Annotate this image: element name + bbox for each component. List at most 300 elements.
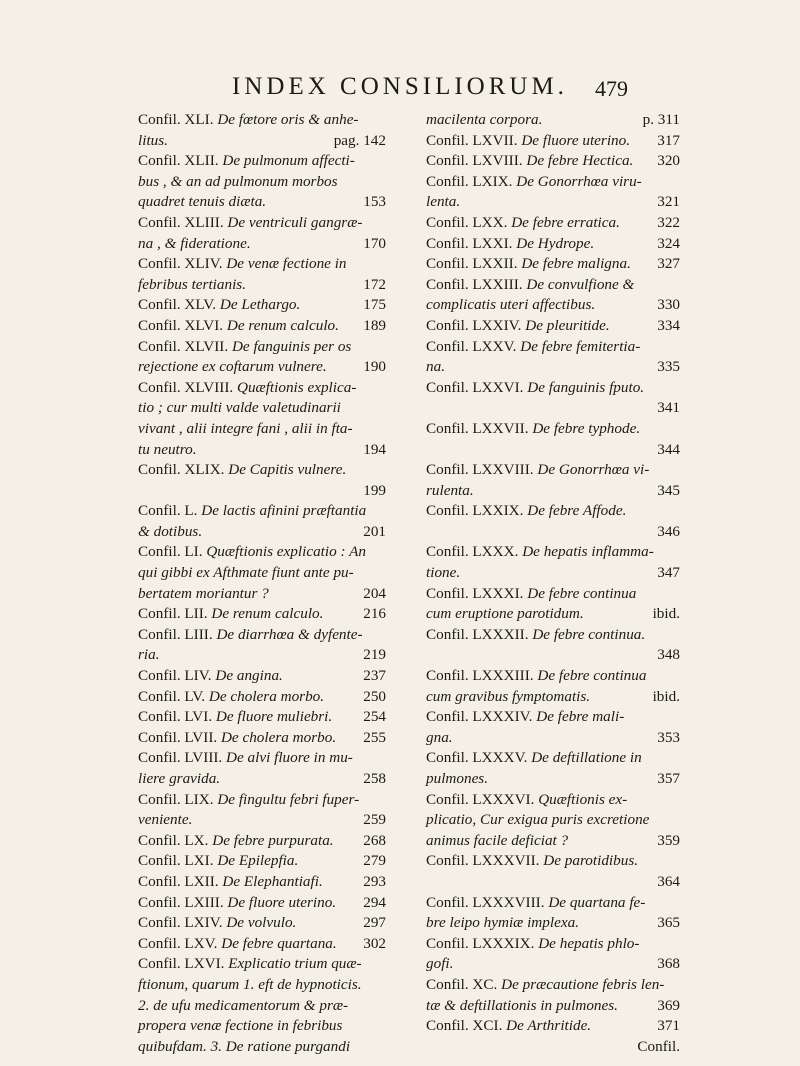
- entry-text: [138, 790, 359, 811]
- index-entry: [138, 542, 386, 604]
- index-entry: [426, 666, 680, 707]
- consilium-number: Confil. XLV.: [138, 296, 220, 314]
- entry-text: [138, 337, 351, 358]
- entry-text: [426, 563, 460, 584]
- entry-line: [138, 213, 386, 234]
- entry-line: [138, 625, 386, 646]
- consilium-number: Confil. XLVI.: [138, 316, 227, 334]
- entry-title: tu neutro.: [138, 440, 197, 458]
- page-reference: 237: [363, 667, 386, 685]
- page-reference: 359: [657, 831, 680, 849]
- entry-title: De febre Affode.: [527, 502, 627, 520]
- entry-title: quibufdam. 3. De ratione purgandi: [138, 1037, 351, 1055]
- entry-title: quadret tenuis diæta.: [138, 193, 267, 211]
- entry-title: & dotibus.: [138, 522, 203, 540]
- entry-title: gofi.: [426, 955, 454, 973]
- entry-line: [426, 213, 680, 234]
- entry-title: De quartana fe-: [548, 893, 646, 911]
- entry-text: [138, 501, 366, 522]
- page-reference: 344: [657, 440, 680, 458]
- entry-title: De Gonorrhœa viru-: [516, 172, 642, 190]
- entry-text: [426, 831, 568, 852]
- entry-title: De fanguinis fputo.: [527, 378, 645, 396]
- entry-title: De febre maligna.: [521, 255, 631, 273]
- page-reference: 153: [363, 193, 386, 211]
- index-entry: [426, 254, 680, 275]
- consilium-number: Confil. XLVII.: [138, 337, 232, 355]
- entry-title: De ventriculi gangræ-: [227, 213, 363, 231]
- entry-line: [426, 460, 680, 481]
- entry-title: De parotidibus.: [543, 852, 639, 870]
- page-reference: 369: [657, 996, 680, 1014]
- entry-text: [426, 893, 645, 914]
- entry-text: [138, 728, 336, 749]
- entry-line: [138, 707, 386, 728]
- entry-line: [426, 131, 680, 152]
- entry-text: [138, 666, 283, 687]
- entry-line: [138, 151, 386, 172]
- entry-line: [426, 666, 680, 687]
- entry-text: [426, 234, 594, 255]
- entry-text: [426, 913, 579, 934]
- consilium-number: Confil. LXXVIII.: [426, 461, 538, 479]
- entry-text: [138, 440, 197, 461]
- entry-text: [426, 584, 636, 605]
- entry-text: [426, 542, 654, 563]
- entry-line: [138, 748, 386, 769]
- entry-title: De febre Hectica.: [526, 152, 634, 170]
- entry-line: [138, 275, 386, 296]
- entry-text: [138, 954, 362, 975]
- entry-title: Quæftionis explicatio : An: [206, 543, 366, 561]
- entry-line: [138, 295, 386, 316]
- index-entry: [426, 893, 680, 934]
- consilium-number: Confil. LVII.: [138, 728, 221, 746]
- page-reference: 347: [657, 564, 680, 582]
- entry-title: De febre mali-: [536, 708, 625, 726]
- entry-text: [138, 769, 220, 790]
- entry-title: lenta.: [426, 193, 461, 211]
- entry-line: [426, 975, 680, 996]
- entry-line: [138, 110, 386, 131]
- page-reference: 204: [363, 584, 386, 602]
- entry-text: [138, 584, 269, 605]
- entry-text: [426, 357, 445, 378]
- entry-line: [138, 460, 386, 481]
- right-index-column: [426, 110, 680, 1057]
- entry-title: De fluore uterino.: [521, 131, 631, 149]
- entry-text: [426, 172, 642, 193]
- index-entry: [138, 790, 386, 831]
- entry-line: [426, 687, 680, 708]
- entry-text: [426, 666, 646, 687]
- entry-title: De diarrhœa & dyfente-: [216, 625, 363, 643]
- entry-line: [138, 357, 386, 378]
- consilium-number: Confil. LXXXIX.: [426, 934, 539, 952]
- entry-line: [426, 275, 680, 296]
- consilium-number: Confil. XLI.: [138, 111, 218, 128]
- entry-title: De febre continua: [537, 667, 647, 685]
- entry-title: bertatem moriantur ?: [138, 584, 269, 602]
- entry-text: [138, 975, 362, 996]
- entry-line: [426, 419, 680, 440]
- entry-line: [138, 604, 386, 625]
- entry-title: De Lethargo.: [219, 296, 301, 314]
- entry-line: [426, 378, 680, 399]
- entry-line: [138, 954, 386, 975]
- index-entry: [138, 748, 386, 789]
- page-reference: 258: [363, 770, 386, 787]
- entry-line: [138, 542, 386, 563]
- entry-line: [138, 1016, 386, 1037]
- entry-title: De fœtore oris & anhe-: [217, 111, 359, 128]
- entry-title: De Capitis vulnere.: [228, 461, 347, 479]
- entry-text: [138, 460, 346, 481]
- entry-text: [426, 275, 634, 296]
- page-reference: ibid.: [652, 605, 680, 623]
- entry-text: [138, 110, 359, 131]
- entry-text: [138, 234, 251, 255]
- entry-text: [138, 851, 298, 872]
- entry-line: [138, 790, 386, 811]
- entry-text: [426, 954, 453, 975]
- entry-title: De Arthritide.: [506, 1017, 592, 1035]
- entry-text: [138, 1037, 350, 1058]
- index-entry: [426, 707, 680, 748]
- consilium-number: Confil. LXXXVIII.: [426, 893, 549, 911]
- entry-text: [426, 707, 624, 728]
- consilium-number: Confil. LXXII.: [426, 255, 522, 273]
- index-entry: [426, 501, 680, 542]
- entry-title: Explicatio trium quæ-: [228, 955, 362, 973]
- index-entry: [138, 460, 386, 501]
- entry-line: [426, 954, 680, 975]
- entry-title: ftionum, quarum 1. eft de hypnoticis.: [138, 975, 362, 993]
- entry-title: rulenta.: [426, 481, 474, 499]
- consilium-number: Confil. LXXV.: [426, 337, 521, 355]
- index-entry: [138, 625, 386, 666]
- entry-line: [138, 893, 386, 914]
- consilium-number: Confil. LXX.: [426, 213, 512, 231]
- entry-line: [426, 316, 680, 337]
- index-entry: [426, 851, 680, 892]
- entry-title: De volvulo.: [226, 914, 297, 932]
- entry-title: De deftillatione in: [531, 749, 642, 767]
- consilium-number: Confil. LXXXVI.: [426, 790, 539, 808]
- index-entry: [426, 378, 680, 419]
- entry-title: De febre purpurata.: [212, 831, 334, 849]
- index-entry: [138, 687, 386, 708]
- page-reference: 259: [363, 811, 386, 829]
- index-entry: [138, 316, 386, 337]
- entry-text: [426, 728, 453, 749]
- entry-text: [426, 748, 642, 769]
- entry-text: [426, 769, 488, 790]
- index-entry: [426, 172, 680, 213]
- consilium-number: Confil. LXXIII.: [426, 275, 527, 293]
- entry-line: [426, 563, 680, 584]
- entry-title: De cholera morbo.: [220, 728, 337, 746]
- consilium-number: Confil. LI.: [138, 543, 207, 561]
- entry-text: [426, 151, 633, 172]
- entry-line: [138, 996, 386, 1017]
- entry-line: [138, 645, 386, 666]
- entry-line: [426, 810, 680, 831]
- page-reference: 345: [657, 481, 680, 499]
- entry-title: Quæftionis ex-: [538, 790, 628, 808]
- entry-title: De Epilepfia.: [217, 852, 299, 870]
- entry-text: [138, 213, 362, 234]
- page-reference: 279: [363, 852, 386, 870]
- entry-line: [138, 769, 386, 790]
- entry-title: De febre typhode.: [532, 419, 641, 437]
- entry-title: rejectione ex coftarum vulnere.: [138, 358, 327, 376]
- entry-title: macilenta corpora.: [426, 111, 543, 128]
- page-reference: 175: [363, 296, 386, 314]
- consilium-number: Confil. LXXVI.: [426, 378, 528, 396]
- page-reference: 199: [363, 481, 386, 499]
- page-number: 479: [595, 76, 628, 101]
- entry-line: [138, 563, 386, 584]
- entry-text: [138, 254, 347, 275]
- consilium-number: Confil. LXXXII.: [426, 625, 533, 643]
- page-reference: 172: [363, 275, 386, 293]
- index-entry: [426, 213, 680, 234]
- entry-line: [426, 151, 680, 172]
- page-reference: pag. 142: [333, 131, 386, 149]
- entry-line: [138, 728, 386, 749]
- entry-line: [138, 316, 386, 337]
- entry-line: [426, 357, 680, 378]
- entry-line: [426, 522, 680, 543]
- index-entry: [138, 337, 386, 378]
- consilium-number: Confil. LXXXV.: [426, 749, 532, 767]
- consilium-number: Confil. LXVII.: [426, 131, 522, 149]
- entry-text: [426, 810, 649, 831]
- page-reference: 194: [363, 440, 386, 458]
- page-reference: 348: [657, 646, 680, 664]
- consilium-number: Confil. LIX.: [138, 790, 218, 808]
- entry-title: veniente.: [138, 811, 193, 829]
- entry-text: [138, 172, 338, 193]
- entry-line: [426, 851, 680, 872]
- entry-text: [426, 625, 645, 646]
- entry-text: [138, 913, 296, 934]
- entry-line: [138, 851, 386, 872]
- index-entry: [138, 872, 386, 893]
- entry-line: [426, 234, 680, 255]
- index-entry: [426, 131, 680, 152]
- entry-line: [426, 893, 680, 914]
- entry-title: De fanguinis per os: [231, 337, 352, 355]
- index-entry: [426, 790, 680, 852]
- page-reference: 201: [363, 522, 386, 540]
- index-entry: [426, 1016, 680, 1037]
- consilium-number: Confil. LIII.: [138, 625, 217, 643]
- consilium-number: Confil. LII.: [138, 605, 212, 623]
- entry-line: [138, 934, 386, 955]
- page-reference: 357: [657, 770, 680, 787]
- entry-title: De pulmonum affecti-: [222, 152, 355, 170]
- entry-title: De Elephantiafi.: [222, 872, 323, 890]
- entry-title: De hepatis inflamma-: [522, 543, 654, 561]
- index-entry: [138, 295, 386, 316]
- entry-line: [138, 975, 386, 996]
- index-entry: [426, 316, 680, 337]
- entry-line: [426, 501, 680, 522]
- entry-text: [138, 316, 339, 337]
- entry-title: De convulfione &: [526, 275, 635, 293]
- page-reference: 330: [657, 296, 680, 314]
- index-entry: [426, 460, 680, 501]
- index-entry: [426, 975, 680, 1016]
- entry-line: [138, 172, 386, 193]
- page-reference: 190: [363, 358, 386, 376]
- consilium-number: Confil. LVI.: [138, 708, 216, 726]
- entry-title: De febre continua: [527, 584, 637, 602]
- entry-text: [426, 481, 474, 502]
- entry-line: [138, 872, 386, 893]
- entry-text: [426, 419, 640, 440]
- consilium-number: Confil. XLIV.: [138, 255, 227, 273]
- entry-line: [426, 584, 680, 605]
- index-entry: [138, 254, 386, 295]
- entry-title: liere gravida.: [138, 770, 221, 787]
- entry-line: [138, 337, 386, 358]
- entry-text: [426, 687, 590, 708]
- index-entry: [138, 707, 386, 728]
- index-entry: [426, 337, 680, 378]
- consilium-number: Confil. LX.: [138, 831, 213, 849]
- entry-line: [426, 872, 680, 893]
- consilium-number: Confil. XLIX.: [138, 461, 229, 479]
- entry-text: [138, 707, 332, 728]
- entry-title: De febre quartana.: [221, 934, 337, 952]
- consilium-number: Confil. LV.: [138, 687, 209, 705]
- index-entry: [138, 728, 386, 749]
- consilium-number: Confil. LXIX.: [426, 172, 517, 190]
- entry-text: [426, 295, 595, 316]
- entry-line: [138, 440, 386, 461]
- entry-title: De febre femitertia-: [520, 337, 641, 355]
- index-entry: [138, 831, 386, 852]
- entry-text: [138, 1016, 342, 1037]
- index-entry: [426, 275, 680, 316]
- entry-text: [426, 337, 640, 358]
- page-reference: 317: [657, 131, 680, 149]
- entry-text: [138, 275, 246, 296]
- consilium-number: Confil. XLVIII.: [138, 378, 237, 396]
- page-reference: 371: [657, 1017, 680, 1035]
- running-header: INDEX CONSILIORUM.: [232, 73, 568, 100]
- page-reference: 335: [657, 358, 680, 376]
- entry-line: [426, 769, 680, 790]
- index-entry: [138, 151, 386, 213]
- entry-text: [426, 131, 630, 152]
- index-entry: [426, 151, 680, 172]
- consilium-number: Confil. LXXXVII.: [426, 852, 544, 870]
- page-reference: 365: [657, 914, 680, 932]
- consilium-number: Confil. LXXVII.: [426, 419, 533, 437]
- entry-text: [138, 831, 334, 852]
- entry-line: [426, 110, 680, 131]
- page-reference: 353: [657, 728, 680, 746]
- consilium-number: Confil. XLIII.: [138, 213, 228, 231]
- consilium-number: Confil. LXIII.: [138, 893, 228, 911]
- page-reference: 255: [363, 728, 386, 746]
- consilium-number: Confil. LXI.: [138, 852, 218, 870]
- entry-line: [138, 419, 386, 440]
- entry-title: De pleuritide.: [525, 316, 610, 334]
- entry-title: animus facile deficiat ?: [426, 831, 569, 849]
- entry-line: [138, 501, 386, 522]
- entry-line: [426, 604, 680, 625]
- entry-title: na , & fideratione.: [138, 234, 251, 252]
- entry-text: [138, 295, 300, 316]
- catchword: Confil.: [637, 1037, 680, 1055]
- entry-line: [426, 172, 680, 193]
- entry-line: [426, 398, 680, 419]
- index-entry: [138, 954, 386, 1057]
- entry-text: [138, 378, 356, 399]
- entry-title: tione.: [426, 564, 461, 582]
- consilium-number: Confil. LXXXIV.: [426, 708, 537, 726]
- entry-text: [426, 192, 460, 213]
- index-entry: [138, 378, 386, 460]
- page-reference: ibid.: [652, 687, 680, 705]
- consilium-number: Confil. LXXI.: [426, 234, 517, 252]
- entry-line: [138, 378, 386, 399]
- entry-line: [426, 192, 680, 213]
- entry-title: De Gonorrhœa vi-: [537, 461, 650, 479]
- entry-line: [426, 934, 680, 955]
- entry-title: De fluore muliebri.: [215, 708, 333, 726]
- page-reference: 189: [363, 316, 386, 334]
- entry-text: [138, 625, 363, 646]
- entry-line: [426, 481, 680, 502]
- entry-line: [426, 996, 680, 1017]
- entry-line: [138, 234, 386, 255]
- entry-title: De alvi fluore in mu-: [226, 749, 353, 767]
- entry-text: [138, 687, 324, 708]
- entry-text: [426, 996, 618, 1017]
- entry-title: pulmones.: [426, 770, 489, 787]
- entry-line: [138, 687, 386, 708]
- index-entry: [138, 934, 386, 955]
- entry-line: [426, 542, 680, 563]
- entry-line: [138, 1037, 386, 1058]
- entry-title: De fluore uterino.: [227, 893, 337, 911]
- page-reference: 341: [657, 399, 680, 417]
- entry-title: De fingultu febri fuper-: [217, 790, 360, 808]
- consilium-number: Confil. LXXX.: [426, 543, 523, 561]
- entry-text: [138, 645, 160, 666]
- entry-line: [138, 810, 386, 831]
- page-reference: 268: [363, 831, 386, 849]
- consilium-number: Confil. LXXIX.: [426, 502, 528, 520]
- entry-text: [138, 748, 353, 769]
- page-reference: 322: [657, 213, 680, 231]
- entry-title: De lactis afinini præftantia: [201, 502, 367, 520]
- entry-line: [138, 398, 386, 419]
- consilium-number: Confil. LXXIV.: [426, 316, 526, 334]
- index-entry: [138, 913, 386, 934]
- entry-text: [138, 151, 355, 172]
- consilium-number: Confil. LXV.: [138, 934, 222, 952]
- page-reference: p. 311: [642, 111, 680, 128]
- entry-text: [138, 872, 323, 893]
- entry-line: [426, 254, 680, 275]
